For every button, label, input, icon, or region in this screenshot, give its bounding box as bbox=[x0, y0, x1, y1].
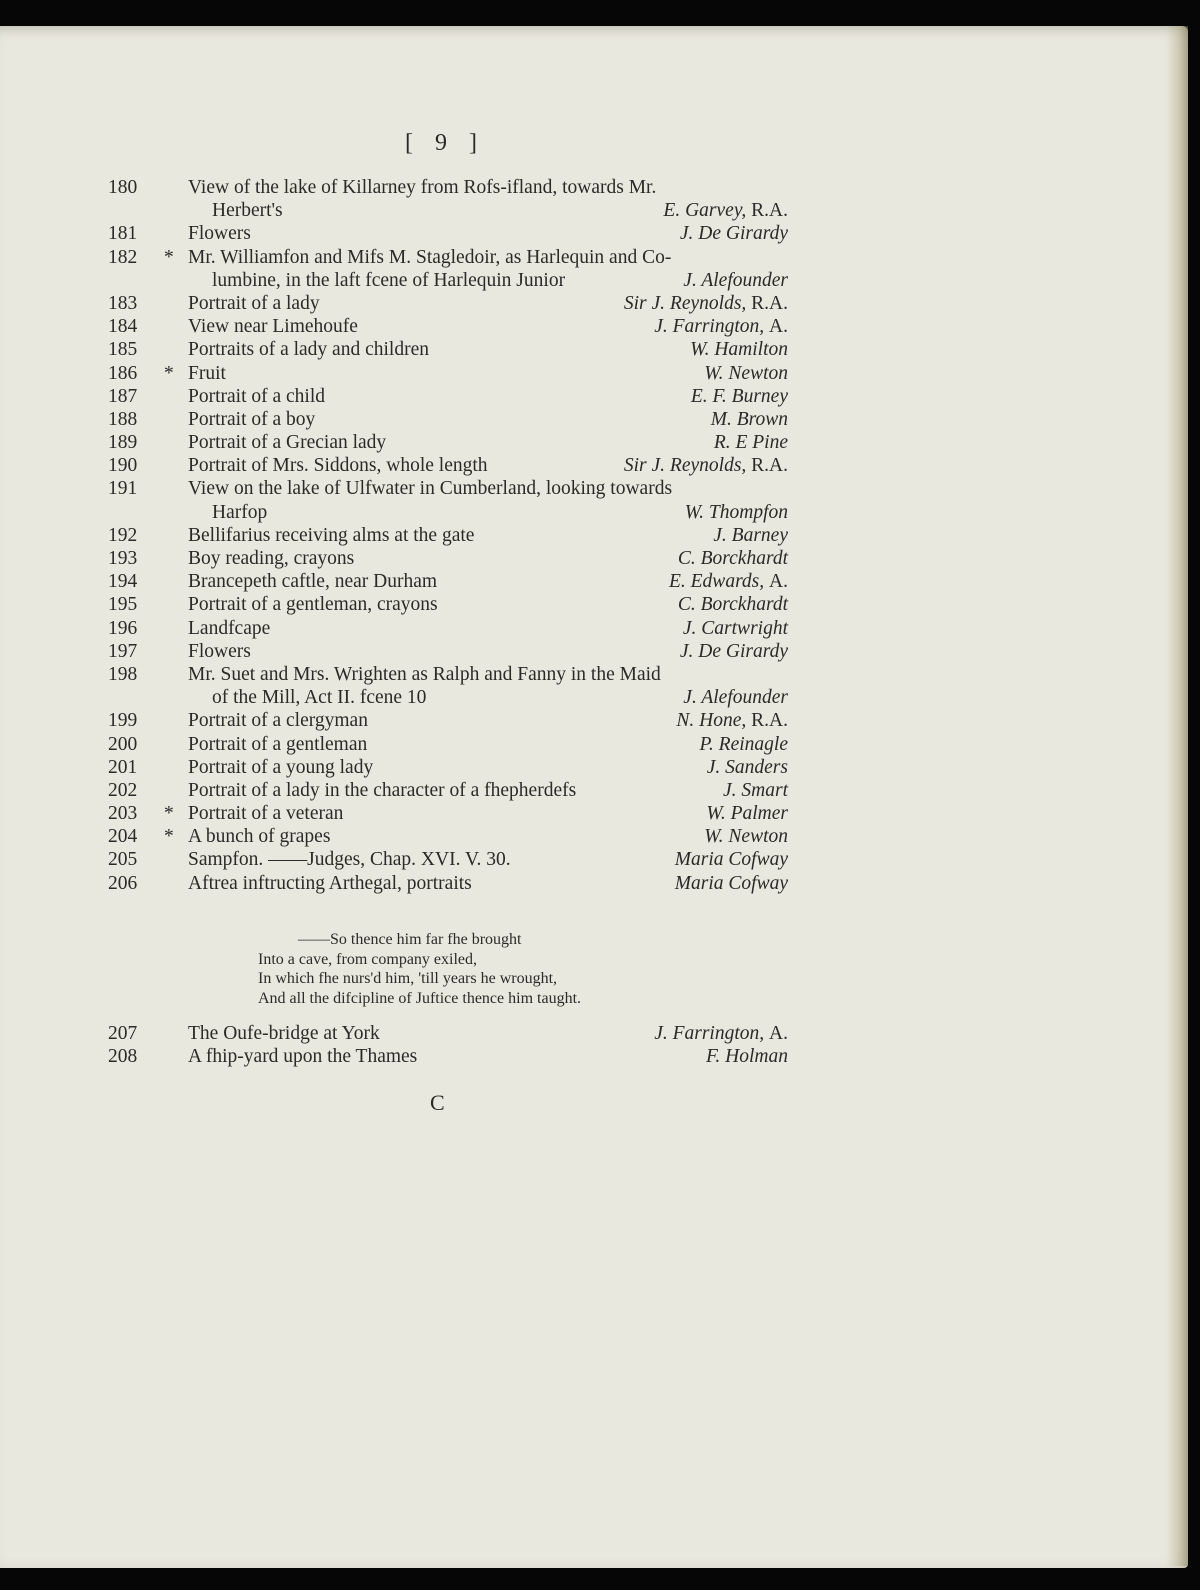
entry-artist bbox=[676, 709, 788, 732]
catalogue-entry bbox=[108, 617, 788, 640]
entry-artist bbox=[683, 686, 788, 709]
artist-rank: A. bbox=[769, 316, 788, 338]
entry-number: 195 bbox=[108, 594, 138, 616]
entry-asterisk: * bbox=[164, 246, 174, 268]
entry-title: Portrait of a Grecian lady bbox=[188, 432, 387, 454]
entry-artist bbox=[678, 547, 788, 570]
entry-title: Brancepeth caftle, near Durham bbox=[188, 571, 438, 593]
entry-title: Portrait of a lady bbox=[188, 292, 320, 314]
entry-artist bbox=[690, 338, 788, 361]
entry-number: 190 bbox=[108, 455, 138, 477]
entry-title: Portrait of a child bbox=[188, 385, 326, 407]
entry-number: 205 bbox=[108, 849, 138, 871]
catalogue-entry bbox=[108, 477, 788, 500]
exhibition-list bbox=[108, 176, 788, 895]
entry-artist bbox=[691, 385, 788, 408]
catalogue-entry bbox=[108, 825, 788, 848]
artist-name: W. Newton bbox=[704, 826, 788, 848]
catalogue-entry bbox=[108, 779, 788, 802]
entry-number: 184 bbox=[108, 316, 138, 338]
catalogue-entry bbox=[108, 362, 788, 385]
catalogue-entry bbox=[108, 199, 788, 222]
entry-number: 208 bbox=[108, 1046, 138, 1068]
entry-number: 187 bbox=[108, 385, 138, 407]
entry-title: Fruit bbox=[188, 362, 226, 384]
artist-name: E. Garvey, bbox=[663, 200, 747, 222]
artist-name: C. Borckhardt bbox=[677, 548, 788, 569]
entry-artist bbox=[700, 733, 788, 756]
catalogue-entry bbox=[108, 709, 788, 732]
entry-asterisk: * bbox=[164, 803, 174, 825]
entry-number: 185 bbox=[108, 339, 138, 361]
entry-artist bbox=[706, 802, 788, 825]
catalogue-entry bbox=[108, 222, 788, 245]
artist-name: J. De Girardy bbox=[679, 223, 788, 245]
verse-line: In which fhe nurs'd him, 'till years he wrought, bbox=[258, 970, 558, 987]
entry-title: Aftrea inftructing Arthegal, portraits bbox=[188, 872, 472, 894]
artist-rank: R.A. bbox=[751, 710, 788, 732]
entry-title: Portraits of a lady and children bbox=[188, 339, 429, 361]
entry-artist bbox=[675, 872, 788, 895]
entry-title: Portrait of a veteran bbox=[188, 803, 344, 825]
entry-title: Portrait of a clergyman bbox=[188, 710, 368, 732]
entry-title: Portrait of a gentleman bbox=[188, 733, 368, 755]
entry-title: Portrait of a young lady bbox=[188, 756, 374, 778]
entry-artist bbox=[654, 1022, 788, 1045]
entry-artist bbox=[624, 454, 788, 477]
entry-title: View on the lake of Ulfwater in Cumberland, looking towards bbox=[188, 478, 673, 500]
entry-number: 182 bbox=[108, 246, 138, 268]
artist-name: R. E Pine bbox=[713, 432, 788, 454]
catalogue-entry bbox=[108, 570, 788, 593]
entry-number: 181 bbox=[108, 223, 138, 245]
entry-artist bbox=[723, 779, 788, 802]
catalogue-entry bbox=[108, 385, 788, 408]
catalogue-entry bbox=[108, 315, 788, 338]
artist-name: Maria Cofway bbox=[674, 849, 788, 871]
artist-name: W. Newton bbox=[704, 362, 788, 384]
catalogue-entry bbox=[108, 733, 788, 756]
artist-name: J. Sanders bbox=[706, 756, 788, 778]
entry-number: 196 bbox=[108, 617, 138, 639]
verse-line: Into a cave, from company exiled, bbox=[258, 950, 478, 968]
artist-name: Sir J. Reynolds, bbox=[623, 292, 747, 314]
entry-asterisk: * bbox=[164, 362, 174, 384]
artist-name: Sir J. Reynolds, bbox=[623, 455, 747, 477]
page-content bbox=[0, 26, 1188, 1568]
catalogue-entry bbox=[108, 501, 788, 524]
entry-artist bbox=[711, 408, 788, 431]
artist-name: E. F. Burney bbox=[690, 385, 788, 407]
catalogue-entry bbox=[108, 454, 788, 477]
entry-number: 191 bbox=[108, 478, 138, 500]
verse-line: ——So thence him far fhe brought bbox=[298, 931, 522, 948]
artist-name: M. Brown bbox=[710, 408, 788, 430]
verse-line: And all the difcipline of Juftice thence him taught. bbox=[258, 989, 582, 1007]
entry-title: Flowers bbox=[188, 640, 251, 662]
catalogue-entry bbox=[108, 663, 788, 686]
entry-asterisk: * bbox=[164, 826, 174, 848]
entry-artist bbox=[683, 269, 788, 292]
entry-artist bbox=[624, 292, 788, 315]
entry-number: 201 bbox=[108, 756, 138, 778]
entry-artist bbox=[669, 570, 788, 593]
entry-title: Boy reading, crayons bbox=[188, 548, 355, 569]
entry-number: 194 bbox=[108, 571, 138, 593]
entry-title: View of the lake of Killarney from Rofs-ifland, towards Mr. bbox=[188, 177, 657, 198]
page-edge-shadow bbox=[1166, 26, 1188, 1566]
artist-name: J. De Girardy bbox=[679, 640, 788, 662]
entry-title: Herbert's bbox=[212, 200, 283, 222]
entry-artist bbox=[713, 524, 788, 547]
entry-artist bbox=[654, 315, 788, 338]
entry-artist bbox=[685, 501, 788, 524]
entry-title: Portrait of a lady in the character of a fhepherdefs bbox=[188, 779, 577, 801]
entry-number: 180 bbox=[108, 177, 138, 198]
catalogue-entry bbox=[108, 640, 788, 663]
catalogue-entry bbox=[108, 408, 788, 431]
catalogue-entry bbox=[108, 686, 788, 709]
entry-title: Portrait of Mrs. Siddons, whole length bbox=[188, 455, 488, 477]
entry-number: 198 bbox=[108, 663, 138, 685]
entry-number: 206 bbox=[108, 872, 138, 894]
entry-title: A fhip-yard upon the Thames bbox=[188, 1046, 418, 1068]
entry-number: 197 bbox=[108, 640, 138, 662]
artist-name: J. Farrington, bbox=[654, 316, 765, 338]
catalogue-entry bbox=[108, 872, 788, 895]
entry-number: 199 bbox=[108, 710, 138, 732]
entry-artist bbox=[680, 640, 788, 663]
catalogue-entry bbox=[108, 1045, 788, 1068]
entry-artist bbox=[706, 1045, 788, 1068]
artist-name: C. Borckhardt bbox=[677, 594, 788, 616]
catalogue-entry bbox=[108, 593, 788, 616]
artist-rank: R.A. bbox=[751, 455, 788, 477]
entry-title: lumbine, in the laft fcene of Harlequin Junior bbox=[212, 269, 566, 291]
artist-name: J. Farrington, bbox=[654, 1023, 765, 1044]
entry-number: 186 bbox=[108, 362, 138, 384]
artist-name: J. Barney bbox=[713, 524, 788, 546]
entry-number: 207 bbox=[108, 1023, 138, 1044]
entry-title: Sampfon. ——Judges, Chap. XVI. V. 30. bbox=[188, 849, 511, 871]
artist-name: J. Alefounder bbox=[683, 687, 788, 709]
catalogue-entry bbox=[108, 176, 788, 199]
entry-artist bbox=[675, 848, 788, 871]
entry-title: A bunch of grapes bbox=[188, 826, 331, 848]
entry-number: 200 bbox=[108, 733, 138, 755]
entry-title: of the Mill, Act II. fcene 10 bbox=[212, 687, 427, 709]
catalogue-entry bbox=[108, 756, 788, 779]
entry-artist bbox=[714, 431, 788, 454]
exhibition-list-continued bbox=[108, 1022, 788, 1068]
catalogue-entry bbox=[108, 802, 788, 825]
entry-artist bbox=[707, 756, 788, 779]
signature-mark: C bbox=[430, 1090, 445, 1115]
artist-rank: A. bbox=[769, 1023, 788, 1044]
catalogue-entry bbox=[108, 431, 788, 454]
entry-number: 203 bbox=[108, 803, 138, 825]
entry-artist bbox=[683, 617, 788, 640]
entry-title: Mr. Williamfon and Mifs M. Stagledoir, as Harlequin and Co- bbox=[188, 246, 672, 268]
verse-quotation bbox=[258, 930, 798, 1008]
artist-name: N. Hone, bbox=[676, 710, 747, 732]
artist-name: J. Alefounder bbox=[683, 269, 788, 291]
entry-title: Bellifarius receiving alms at the gate bbox=[188, 524, 475, 546]
artist-name: W. Thompfon bbox=[684, 501, 788, 523]
artist-name: J. Smart bbox=[723, 779, 788, 801]
entry-number: 189 bbox=[108, 432, 138, 454]
entry-number: 183 bbox=[108, 292, 138, 314]
entry-artist bbox=[680, 222, 788, 245]
artist-rank: R.A. bbox=[751, 200, 788, 222]
entry-number: 188 bbox=[108, 408, 138, 430]
artist-name: F. Holman bbox=[706, 1046, 788, 1068]
entry-title: Landfcape bbox=[188, 617, 271, 639]
entry-title: The Oufe-bridge at York bbox=[188, 1023, 380, 1044]
entry-title: Portrait of a boy bbox=[188, 408, 316, 430]
entry-number: 193 bbox=[108, 548, 138, 569]
catalogue-entry bbox=[108, 524, 788, 547]
entry-title: Flowers bbox=[188, 223, 251, 245]
entry-number: 202 bbox=[108, 779, 138, 801]
catalogue-entry bbox=[108, 547, 788, 570]
catalogue-entry bbox=[108, 338, 788, 361]
entry-artist bbox=[678, 593, 788, 616]
catalogue-page bbox=[0, 26, 1188, 1568]
entry-number: 204 bbox=[108, 826, 138, 848]
entry-artist bbox=[704, 825, 788, 848]
catalogue-entry bbox=[108, 269, 788, 292]
catalogue-entry bbox=[108, 292, 788, 315]
catalogue-entry bbox=[108, 848, 788, 871]
artist-name: P. Reinagle bbox=[699, 733, 788, 755]
artist-name: E. Edwards, bbox=[668, 571, 765, 593]
artist-rank: R.A. bbox=[751, 292, 788, 314]
entry-title: View near Limehoufe bbox=[188, 316, 358, 338]
page-number: [ 9 ] bbox=[405, 130, 485, 156]
artist-name: W. Hamilton bbox=[690, 339, 788, 361]
entry-artist bbox=[704, 362, 788, 385]
entry-title: Mr. Suet and Mrs. Wrighten as Ralph and Fanny in the Maid bbox=[188, 663, 661, 685]
artist-name: J. Cartwright bbox=[682, 617, 788, 639]
artist-rank: A. bbox=[769, 571, 788, 593]
entry-number: 192 bbox=[108, 524, 138, 546]
entry-title: Portrait of a gentleman, crayons bbox=[188, 594, 438, 616]
artist-name: W. Palmer bbox=[706, 803, 788, 825]
entry-artist bbox=[663, 199, 788, 222]
entry-title: Harfop bbox=[212, 501, 268, 523]
catalogue-entry bbox=[108, 246, 788, 269]
catalogue-entry bbox=[108, 1022, 788, 1045]
artist-name: Maria Cofway bbox=[674, 872, 788, 894]
